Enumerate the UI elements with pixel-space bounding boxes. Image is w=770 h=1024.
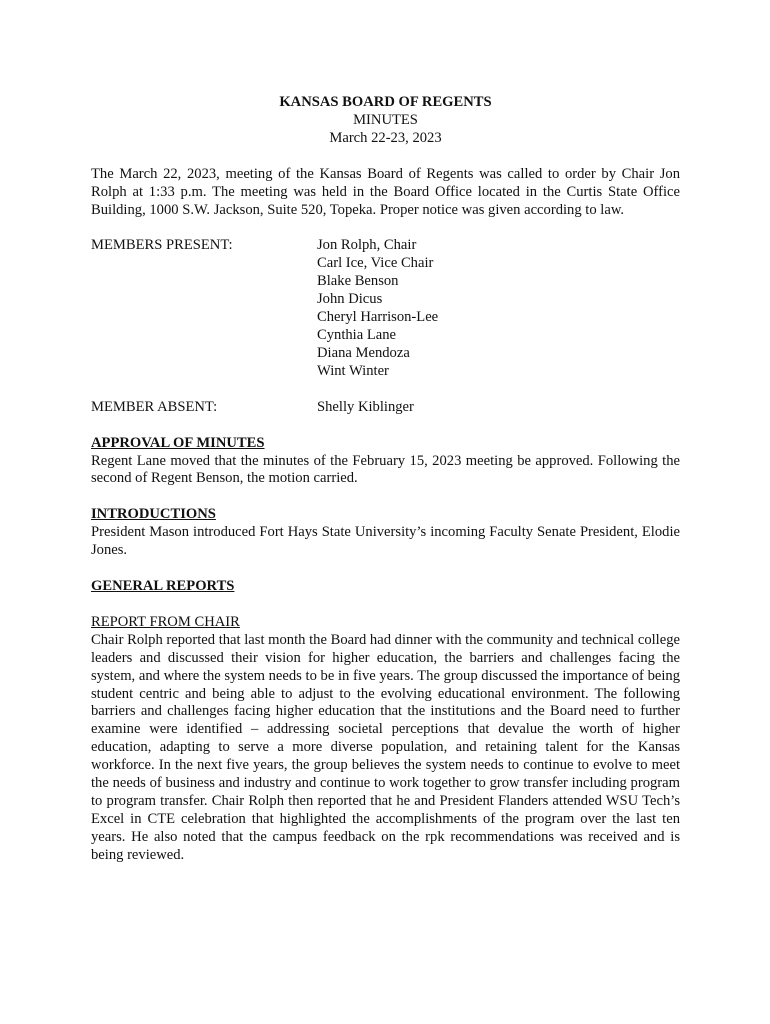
approval-of-minutes-title: APPROVAL OF MINUTES [91, 434, 265, 451]
document-page [91, 94, 680, 865]
introductions-section [91, 506, 680, 560]
report-from-chair-section [91, 614, 680, 865]
report-from-chair-title: REPORT FROM CHAIR [91, 613, 240, 630]
general-reports-title: GENERAL REPORTS [91, 578, 235, 595]
spacer [91, 148, 680, 166]
spacer [91, 596, 680, 614]
report-from-chair-text: Chair Rolph reported that last month the Board had dinner with the community and technical college leaders and discussed their vision for higher education, the barriers and challenges facing the system, and where the system needs to be in five years. The group discussed the importance of being student centric and being able to adjust to the evolving educational environment. The following barriers and challenges facing higher education that the institutions and the Board need to further examine were identified – addressing societal perceptions that devalue the worth of higher education, adapting to serve a more diverse population, and retaining talent for the Kansas workforce. In the next five years, the group believes the system needs to continue to evolve to meet the needs of business and industry and continue to work together to grow transfer including program to program transfer. Chair Rolph then reported that he and President Flanders attended WSU Tech’s Excel in CTE celebration that highlighted the accomplishments of the program over the last ten years. He also noted that the campus feedback on the rpk recommendations was received and is being reviewed. [91, 631, 680, 863]
header-date: March 22-23, 2023 [329, 129, 442, 146]
member-name: John Dicus [317, 291, 383, 308]
approval-of-minutes-text: Regent Lane moved that the minutes of the February 15, 2023 meeting be approved. Following the second of Regent Benson, the motion carried. [91, 452, 680, 487]
spacer [91, 381, 680, 399]
member-absent-label: MEMBER ABSENT: [91, 398, 218, 415]
member-name: Cynthia Lane [317, 326, 397, 343]
member-absent-section [91, 399, 680, 417]
spacer [91, 488, 680, 506]
introductions-text: President Mason introduced Fort Hays State University’s incoming Faculty Senate President, Elodie Jones. [91, 524, 680, 559]
spacer [91, 560, 680, 578]
document-header [91, 94, 680, 148]
members-present-list [317, 237, 680, 380]
member-name: Wint Winter [317, 362, 389, 379]
member-name: Blake Benson [317, 273, 399, 290]
header-doc-type: MINUTES [353, 111, 418, 128]
member-name: Diana Mendoza [317, 344, 410, 361]
approval-of-minutes-section [91, 435, 680, 489]
header-org: KANSAS BOARD OF REGENTS [279, 94, 492, 110]
intro-paragraph: The March 22, 2023, meeting of the Kansas Board of Regents was called to order by Chair Jon Rolph at 1:33 p.m. The meeting was held in the Board Office located in the Curtis State Office Building, 1000 S.W. Jackson, Suite 520, Topeka. Proper notice was given according to law. [91, 165, 680, 218]
member-absent-name: Shelly Kiblinger [317, 398, 414, 415]
spacer [91, 219, 680, 237]
member-name: Cheryl Harrison-Lee [317, 309, 439, 326]
member-name: Carl Ice, Vice Chair [317, 255, 434, 272]
spacer [91, 417, 680, 435]
introductions-title: INTRODUCTIONS [91, 506, 216, 523]
member-name: Jon Rolph, Chair [317, 237, 417, 254]
members-present-label: MEMBERS PRESENT: [91, 237, 233, 254]
members-present-section [91, 237, 680, 380]
